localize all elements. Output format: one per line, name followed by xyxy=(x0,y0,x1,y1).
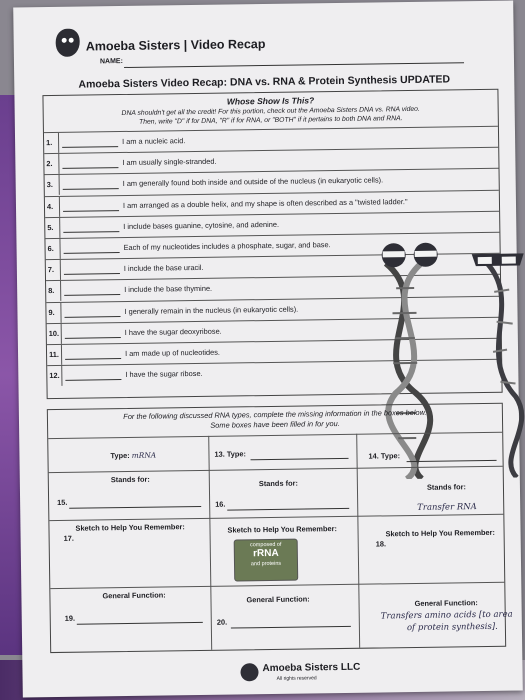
type-mrna-label: Type: mRNA xyxy=(110,450,157,461)
trna-function-line2: of protein synthesis]. xyxy=(406,621,498,634)
function-rrna-label: General Function: xyxy=(246,594,310,605)
q19-label: 19. xyxy=(64,613,76,623)
stands-for-trna-label: Stands for: xyxy=(426,482,467,492)
question-answer-field[interactable] xyxy=(63,231,119,233)
question-answer-field[interactable] xyxy=(63,188,119,190)
question-text: I include the base uracil. xyxy=(123,263,204,274)
question-answer-field[interactable] xyxy=(62,167,118,169)
stands-for-trna-value: Transfer RNA xyxy=(417,502,477,513)
footer-brand: Amoeba Sisters LLC xyxy=(262,661,361,675)
stamp-bottom-text: and proteins xyxy=(250,560,282,568)
question-number: 8. xyxy=(48,286,55,296)
document-title: Amoeba Sisters Video Recap: DNA vs. RNA & Protein Synthesis UPDATED xyxy=(78,73,451,91)
question-number: 6. xyxy=(47,243,54,254)
name-label: NAME: xyxy=(99,57,123,66)
question-number: 10. xyxy=(48,328,60,338)
sketch-trna-label: Sketch to Help You Remember: xyxy=(385,527,496,539)
question-number: 11. xyxy=(48,349,59,360)
question-number: 2. xyxy=(46,159,53,169)
question-answer-field[interactable] xyxy=(65,358,121,360)
sketch-rrna-label: Sketch to Help You Remember: xyxy=(227,524,337,535)
question-answer-field[interactable] xyxy=(62,146,118,148)
worksheet-page xyxy=(13,1,523,698)
sketch-mrna-label: Sketch to Help You Remember: xyxy=(75,522,185,533)
stands-for-rrna-label: Stands for: xyxy=(258,478,298,489)
question-number: 3. xyxy=(46,180,53,190)
q15-label: 15. xyxy=(57,497,68,507)
question-text: Each of my nucleotides includes a phosphate, sugar, and base. xyxy=(123,240,331,253)
worksheet-header xyxy=(56,23,496,65)
question-number: 9. xyxy=(48,307,55,317)
question-text: I generally remain in the nucleus (in eukaryotic cells). xyxy=(124,304,299,316)
q18-label: 18. xyxy=(375,539,387,549)
amoeba-footer-icon xyxy=(240,663,258,681)
stands-for-mrna-label: Stands for: xyxy=(110,474,150,485)
question-answer-field[interactable] xyxy=(64,273,120,275)
question-answer-field[interactable] xyxy=(64,252,120,254)
question-number: 4. xyxy=(46,201,54,211)
question-answer-field[interactable] xyxy=(65,316,121,318)
function-trna-label: General Function: xyxy=(414,598,478,608)
question-number: 12. xyxy=(49,371,60,381)
question-text: I am made up of nucleotides. xyxy=(124,347,221,358)
stamp-top-text: composed of xyxy=(249,541,282,549)
footer-rights: All rights reserved xyxy=(276,675,317,682)
questions-box xyxy=(42,89,502,399)
rna-instructions: For the following discussed RNA types, complete the missing information in the boxes below. Some boxes have been filled in for you. xyxy=(123,407,427,430)
q14-type-label: 14. Type: xyxy=(368,451,401,461)
question-answer-field[interactable] xyxy=(65,379,121,381)
questions-instructions: DNA shouldn't get all the credit! For this portion, check out the Amoeba Sisters DNA vs. RNA video. Then, write "D" if for DNA, "R" if for RNA, or "BOTH" if it pertains to both DNA and RNA. xyxy=(121,105,420,126)
question-text: I am usually single-stranded. xyxy=(122,156,217,168)
type-mrna-value: mRNA xyxy=(131,450,157,460)
stamp-main-text: rRNA xyxy=(252,547,279,560)
footer-logo xyxy=(240,659,390,689)
q13-type-label: 13. Type: xyxy=(214,449,247,459)
questions-heading: Whose Show Is This? xyxy=(226,95,315,107)
question-number: 1. xyxy=(46,137,53,148)
question-text: I have the sugar deoxyribose. xyxy=(124,326,222,337)
question-number: 7. xyxy=(47,265,55,275)
question-text: I include bases guanine, cytosine, and adenine. xyxy=(123,219,280,231)
q17-label: 17. xyxy=(63,533,74,543)
q20-label: 20. xyxy=(216,617,228,627)
question-answer-field[interactable] xyxy=(63,210,119,212)
question-text: I am generally found both inside and outside of the nucleus (in eukaryotic cells). xyxy=(122,175,384,189)
question-text: I include the base thymine. xyxy=(124,284,213,295)
function-mrna-label: General Function: xyxy=(102,590,166,601)
rna-types-box xyxy=(47,403,513,653)
rrna-sketch-stamp xyxy=(234,539,299,582)
amoeba-logo-icon xyxy=(56,29,80,57)
question-text: I am a nucleic acid. xyxy=(122,136,186,147)
header-brand: Amoeba Sisters | Video Recap xyxy=(85,37,266,54)
question-number: 5. xyxy=(47,222,54,232)
trna-function-line1: Transfers amino acids [to area xyxy=(380,609,513,622)
question-text: I am arranged as a double helix, and my shape is often described as a "twisted ladder." xyxy=(122,196,408,210)
name-field[interactable] xyxy=(124,62,464,68)
question-answer-field[interactable] xyxy=(64,294,120,296)
question-text: I have the sugar ribose. xyxy=(125,369,203,380)
q16-label: 16. xyxy=(215,499,226,509)
question-answer-field[interactable] xyxy=(65,337,121,339)
